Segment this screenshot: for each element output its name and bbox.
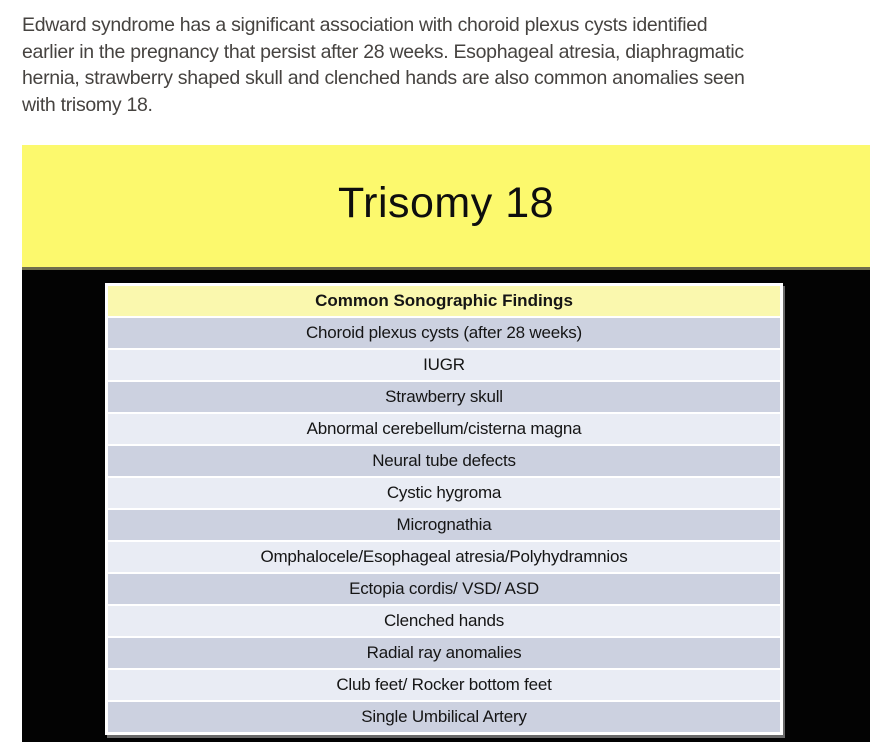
table-row: Strawberry skull <box>108 382 780 412</box>
table-row: Neural tube defects <box>108 446 780 476</box>
sonographic-findings-table <box>105 283 783 735</box>
table-row: Abnormal cerebellum/cisterna magna <box>108 414 780 444</box>
paragraph-line: earlier in the pregnancy that persist after 28 weeks. Esophageal atresia, diaphragmatic <box>22 40 744 63</box>
paragraph-line: with trisomy 18. <box>22 93 153 116</box>
slide-title-banner <box>22 145 870 270</box>
table-row: Omphalocele/Esophageal atresia/Polyhydramnios <box>108 542 780 572</box>
table-header: Common Sonographic Findings <box>108 286 780 316</box>
table-row: Cystic hygroma <box>108 478 780 508</box>
table-row: Radial ray anomalies <box>108 638 780 668</box>
trisomy-18-slide <box>22 145 870 742</box>
table-row: Clenched hands <box>108 606 780 636</box>
table-row: Single Umbilical Artery <box>108 702 780 732</box>
explanation-paragraph <box>22 12 878 118</box>
slide-body <box>22 270 870 742</box>
table-row: Choroid plexus cysts (after 28 weeks) <box>108 318 780 348</box>
slide-title: Trisomy 18 <box>337 178 555 227</box>
paragraph-line: hernia, strawberry shaped skull and clenched hands are also common anomalies seen <box>22 67 745 89</box>
table-row: Ectopia cordis/ VSD/ ASD <box>108 574 780 604</box>
table-row: IUGR <box>108 350 780 380</box>
table-row: Club feet/ Rocker bottom feet <box>108 670 780 700</box>
paragraph-line: Edward syndrome has a significant association with choroid plexus cysts identified <box>22 14 708 36</box>
table-row: Micrognathia <box>108 510 780 540</box>
